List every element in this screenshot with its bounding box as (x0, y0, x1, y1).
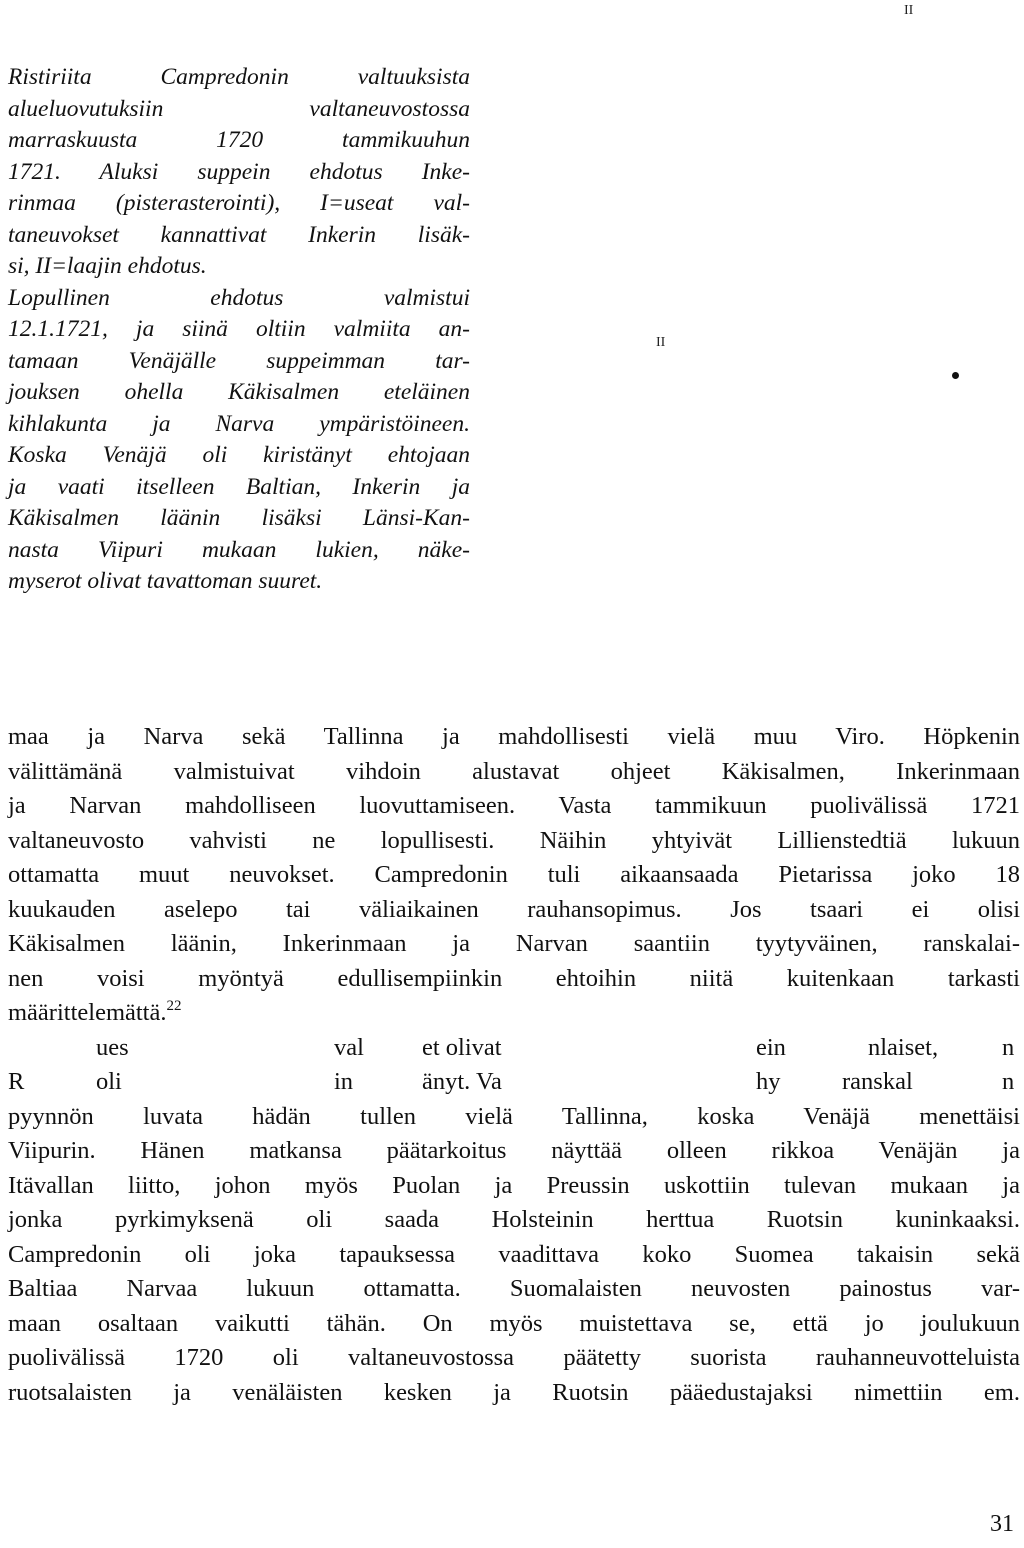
caption-line: si, II=laajin ehdotus. (8, 253, 207, 279)
text-fragment: hy (756, 1068, 781, 1095)
text-fragment: n (1002, 1033, 1015, 1061)
text-fragment: n (1002, 1068, 1015, 1095)
caption-line: ja vaati itselleen Baltian, Inkerin ja (8, 473, 470, 500)
body-line: kuukauden aselepo tai väliaikainen rauhansopimus. Jos tsaari ei olisi (8, 895, 1020, 923)
body-line: Käkisalmen läänin, Inkerinmaan ja Narvan saantiin tyytyväinen, ranskalai- (8, 930, 1020, 957)
body-line: ruotsalaisten ja venäläisten kesken ja Ruotsin pääedustajaksi nimettiin em. (8, 1378, 1020, 1406)
caption-line: 12.1.1721, ja siinä oltiin valmiita an- (8, 316, 470, 342)
text-fragment: in (334, 1068, 354, 1095)
text-fragment: nlaiset, (868, 1033, 939, 1061)
text-fragment: val (334, 1033, 364, 1061)
text-fragment: et olivat (422, 1033, 502, 1061)
body-line-text: määrittelemättä. (8, 999, 167, 1026)
caption-line: Ristiriita Campredonin valtuuksista (8, 64, 470, 90)
caption-line: tamaan Venäjälle suppeimman tar- (8, 347, 470, 374)
caption-line: myserot olivat tavattoman suuret. (8, 568, 323, 594)
caption-line: rinmaa (pisterasterointi), I=useat val- (8, 190, 470, 216)
body-line: valtaneuvosto vahvisti ne lopullisesti. Näihin yhtyivät Lillienstedtiä lukuun (8, 826, 1020, 854)
text-fragment: ein (756, 1033, 786, 1061)
text-fragment: oli (96, 1068, 122, 1095)
text-fragment: ranskal (842, 1068, 913, 1095)
body-line-fragmentary (8, 1065, 1020, 1100)
map-label-top-right: II (904, 3, 914, 18)
text-fragment: ues (96, 1033, 129, 1061)
body-line: maa ja Narva sekä Tallinna ja mahdollisesti vielä muu Viro. Höpkenin (8, 723, 1020, 750)
body-line: Campredonin oli joka tapauksessa vaadittava koko Suomea takaisin sekä (8, 1240, 1020, 1268)
body-line: ottamatta muut neuvokset. Campredonin tuli aikaansaada Pietarissa joko 18 (8, 861, 1020, 888)
body-line: Viipurin. Hänen matkansa päätarkoitus näyttää olleen rikkoa Venäjän ja (8, 1137, 1020, 1164)
body-line-footnote (8, 996, 1020, 1031)
body-line: jonka pyrkimyksenä oli saada Holsteinin herttua Ruotsin kuninkaaksi. (8, 1206, 1020, 1233)
caption-line: 1721. Aluksi suppein ehdotus Inke- (8, 158, 470, 185)
body-text (8, 720, 1020, 1410)
map-label-middle: II (656, 335, 666, 350)
body-line: maan osaltaan vaikutti tähän. On myös muistettava se, että jo joulukuun (8, 1309, 1020, 1337)
body-line: välittämänä valmistuivat vihdoin alustavat ohjeet Käkisalmen, Inkerinmaan (8, 757, 1020, 785)
caption-line: Koska Venäjä oli kiristänyt ehtojaan (8, 442, 470, 468)
caption-line: Lopullinen ehdotus valmistui (8, 284, 470, 311)
page-number: 31 (990, 1511, 1014, 1537)
body-line: ja Narvan mahdolliseen luovuttamiseen. Vasta tammikuun puolivälissä 1721 (8, 792, 1020, 819)
caption-line: kihlakunta ja Narva ympäristöineen. (8, 410, 470, 437)
caption-line: nasta Viipuri mukaan lukien, näke- (8, 536, 470, 563)
caption-line: jouksen ohella Käkisalmen eteläinen (8, 379, 470, 405)
caption-line: taneuvokset kannattivat Inkerin lisäk- (8, 221, 470, 248)
body-line-fragmentary (8, 1031, 1020, 1066)
body-line: Baltiaa Narvaa lukuun ottamatta. Suomalaisten neuvosten painostus var- (8, 1275, 1020, 1302)
text-fragment: änyt. Va (422, 1068, 502, 1095)
footnote-reference: 22 (166, 998, 182, 1014)
caption-line: Käkisalmen läänin lisäksi Länsi-Kan- (8, 505, 470, 531)
body-line: puolivälissä 1720 oli valtaneuvostossa päätetty suorista rauhanneuvotteluista (8, 1344, 1020, 1371)
caption-line: alueluovutuksiin valtaneuvostossa (8, 95, 470, 122)
body-line: pyynnön luvata hädän tullen vielä Tallinna, koska Venäjä menettäisi (8, 1102, 1020, 1130)
body-line: Itävallan liitto, johon myös Puolan ja Preussin uskottiin tulevan mukaan ja (8, 1171, 1020, 1199)
caption-line: marraskuusta 1720 tammikuuhun (8, 127, 470, 153)
body-line: nen voisi myöntyä edullisempiinkin ehtoihin niitä kuitenkaan tarkasti (8, 964, 1020, 992)
map-city-dot (952, 372, 959, 379)
map-caption (8, 62, 470, 598)
text-fragment: R (8, 1068, 25, 1095)
